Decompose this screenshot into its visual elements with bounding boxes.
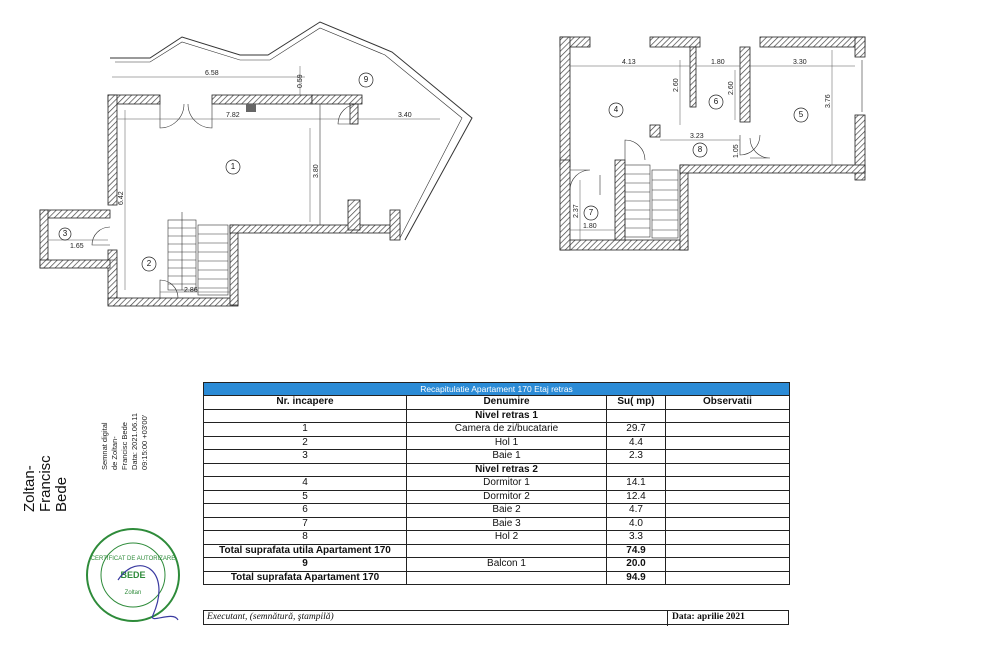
doors-level-1 — [92, 104, 358, 298]
dim-label: 3.40 — [398, 112, 412, 119]
floor-plan-level-2 — [560, 37, 865, 250]
col-header-obs: Observatii — [666, 396, 790, 410]
room-number-9: 9 — [363, 75, 369, 85]
room-number-3: 3 — [62, 229, 68, 239]
table-row: 2 Hol 1 4.4 — [204, 436, 790, 450]
stamp-inner-text: BEDE — [120, 570, 146, 580]
dim-label: 2.60 — [673, 78, 680, 92]
room-number-5: 5 — [798, 110, 804, 120]
floor-plan-level-1 — [40, 22, 472, 306]
walls-level-1 — [40, 95, 400, 306]
terrace-outline-inner — [115, 28, 462, 238]
room-number-8: 8 — [697, 145, 703, 155]
signature-meta-line: Semnat digital — [100, 422, 109, 470]
footer-bar — [203, 610, 789, 625]
table-row: 7 Baie 3 4.0 — [204, 517, 790, 531]
dim-label: 7.82 — [226, 112, 240, 119]
area-summary-table — [203, 382, 789, 585]
doors-level-2 — [570, 60, 862, 195]
table-row: 8 Hol 2 3.3 — [204, 531, 790, 545]
dim-label: 6.58 — [205, 70, 219, 77]
table-row: 1 Camera de zi/bucatarie 29.7 — [204, 423, 790, 437]
signature-meta-line: de Zoltan- — [110, 436, 119, 470]
section-title: Nivel retras 1 — [407, 409, 607, 423]
signer-name-line: Bede — [53, 476, 70, 512]
table-row: 6 Baie 2 4.7 — [204, 504, 790, 518]
dim-label: 4.13 — [622, 59, 636, 66]
stamp-ring-text: CERTIFICAT DE AUTORIZARE — [90, 556, 176, 562]
dim-label: 1.65 — [70, 243, 84, 250]
dim-label: 1.80 — [711, 59, 725, 66]
dim-label: 3.80 — [313, 164, 320, 178]
total-row: Total suprafata Apartament 170 94.9 — [204, 571, 790, 585]
room-number-1: 1 — [230, 162, 236, 172]
signature-meta-line: Data: 2021.06.11 — [130, 413, 139, 470]
table-caption: Recapitulatie Apartament 170 Etaj retras — [204, 383, 790, 396]
authorization-stamp — [78, 520, 188, 630]
total-useful-row: Total suprafata utila Apartament 170 74.9 — [204, 544, 790, 558]
signature-meta-line: Francisc Bede — [120, 422, 129, 470]
dim-label: 2.86 — [184, 287, 198, 294]
balcony-row: 9 Balcon 1 20.0 — [204, 558, 790, 572]
room-number-4: 4 — [613, 105, 619, 115]
dim-label: 6.42 — [118, 191, 125, 205]
signer-name — [22, 382, 70, 512]
dim-label: 2.60 — [728, 81, 735, 95]
col-header-area: Su( mp) — [607, 396, 666, 410]
dimension-lines-level-2 — [570, 50, 855, 240]
table-row: 5 Dormitor 2 12.4 — [204, 490, 790, 504]
signer-name-line: Zoltan- — [21, 465, 38, 512]
dim-label: 0.59 — [297, 74, 304, 88]
dim-label: 3.76 — [825, 94, 832, 108]
dim-label: 1.05 — [733, 144, 740, 158]
appliance-symbol — [246, 104, 256, 112]
table-row: 3 Baie 1 2.3 — [204, 450, 790, 464]
executant-label: Executant, (semnătură, ştampilă) — [207, 612, 334, 622]
stamp-bottom-text: Zoltan — [124, 590, 142, 596]
signer-name-line: Francisc — [37, 455, 54, 512]
col-header-name: Denumire — [407, 396, 607, 410]
date-label: Data: aprilie 2021 — [667, 611, 749, 626]
room-number-6: 6 — [713, 97, 719, 107]
room-number-2: 2 — [146, 259, 152, 269]
section-title: Nivel retras 2 — [407, 463, 607, 477]
table-row: 4 Dormitor 1 14.1 — [204, 477, 790, 491]
stairs-level-2 — [625, 165, 678, 238]
terrace-outline — [110, 22, 472, 240]
stairs-level-1 — [168, 212, 228, 295]
digital-signature-info — [100, 340, 150, 470]
col-header-nr: Nr. incapere — [204, 396, 407, 410]
signature-meta-line: 09:15:00 +03'00' — [140, 414, 149, 470]
dim-label: 2.37 — [573, 204, 580, 218]
walls-level-2 — [560, 37, 865, 250]
dim-label: 1.80 — [583, 223, 597, 230]
room-number-7: 7 — [588, 208, 594, 218]
dim-label: 3.30 — [793, 59, 807, 66]
dim-label: 3.23 — [690, 133, 704, 140]
